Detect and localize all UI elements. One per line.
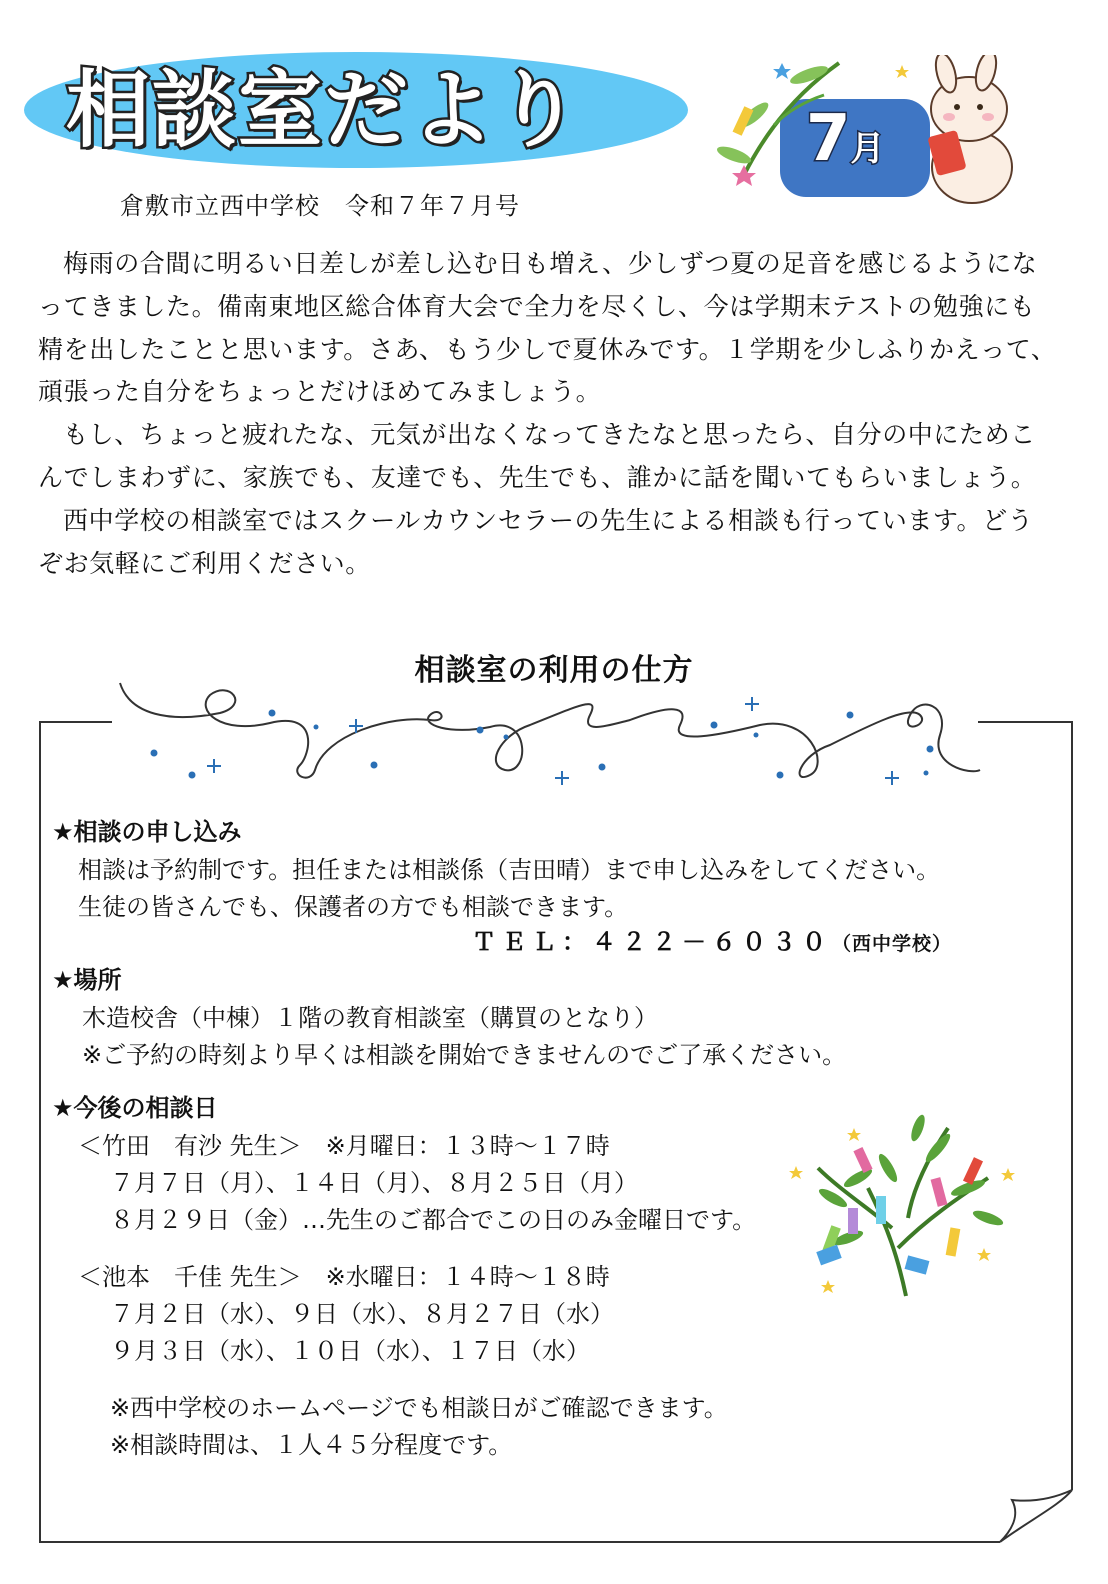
place-line: ※ご予約の時刻より早くは相談を開始できませんのでご了承ください。 [82, 1041, 847, 1069]
month-label: 7月 [806, 102, 885, 176]
schedule-heading: ★今後の相談日 [52, 1094, 218, 1122]
schedule-note: ※西中学校のホームページでも相談日がご確認できます。 [110, 1394, 728, 1422]
intro-paragraph: 梅雨の合間に明るい日差しが差し込む日も増え、少しずつ夏の足音を感じるようになってきました。備南東地区総合体育大会で全力を尽くし、今は学期末テストの勉強にも精を出したことと思います。さあ、もう少しで夏休みです。１学期を少しふりかえって、頑張った自分をちょっとだけほめてみましょう。 [38, 249, 1057, 407]
counselor-dates: ８月２９日（金）…先生のご都合でこの日のみ金曜日です。 [110, 1206, 757, 1234]
swirl-decoration [110, 675, 990, 795]
counselor-dates: ７月７日（月）、１４日（月）、８月２５日（月） [110, 1169, 638, 1197]
school-issue-line: 倉敷市立西中学校 令和７年７月号 [120, 192, 520, 220]
section-title: 相談室の利用の仕方 [414, 653, 694, 688]
page-title: 相談室だより [66, 61, 583, 159]
counselor-dates: ９月３日（水）、１０日（水）、１７日（水） [110, 1337, 590, 1365]
counselor-header: ＜池本 千佳 先生＞ ※水曜日：１４時～１８時 [78, 1263, 610, 1291]
title-banner [22, 40, 712, 180]
application-line: 生徒の皆さんでも、保護者の方でも相談できます。 [78, 893, 629, 921]
schedule-note: ※相談時間は、１人４５分程度です。 [110, 1431, 513, 1459]
place-heading: ★場所 [52, 966, 122, 994]
counselor-header: ＜竹田 有沙 先生＞ ※月曜日：１３時～１７時 [78, 1132, 610, 1160]
counselor-dates: ７月２日（水）、９日（水）、８月２７日（水） [110, 1300, 614, 1328]
intro-text [38, 243, 1058, 585]
application-line: 相談は予約制です。担任または相談係（吉田晴）まで申し込みをしてください。 [78, 856, 941, 884]
phone-number: ＴＥＬ：４２２－６０３０（西中学校） [471, 928, 952, 956]
place-line: 木造校舎（中棟）１階の教育相談室（購買のとなり） [82, 1004, 658, 1032]
month-badge [714, 55, 1024, 215]
application-heading: ★相談の申し込み [52, 818, 242, 846]
tanabata-bamboo-illustration [788, 1108, 1024, 1298]
intro-paragraph: もし、ちょっと疲れたな、元気が出なくなってきたなと思ったら、自分の中にためこんでしまわずに、家族でも、友達でも、先生でも、誰かに話を聞いてもらいましょう。 [38, 420, 1037, 492]
intro-paragraph: 西中学校の相談室ではスクールカウンセラーの先生による相談も行っています。どうぞお気軽にご利用ください。 [38, 505, 1034, 578]
